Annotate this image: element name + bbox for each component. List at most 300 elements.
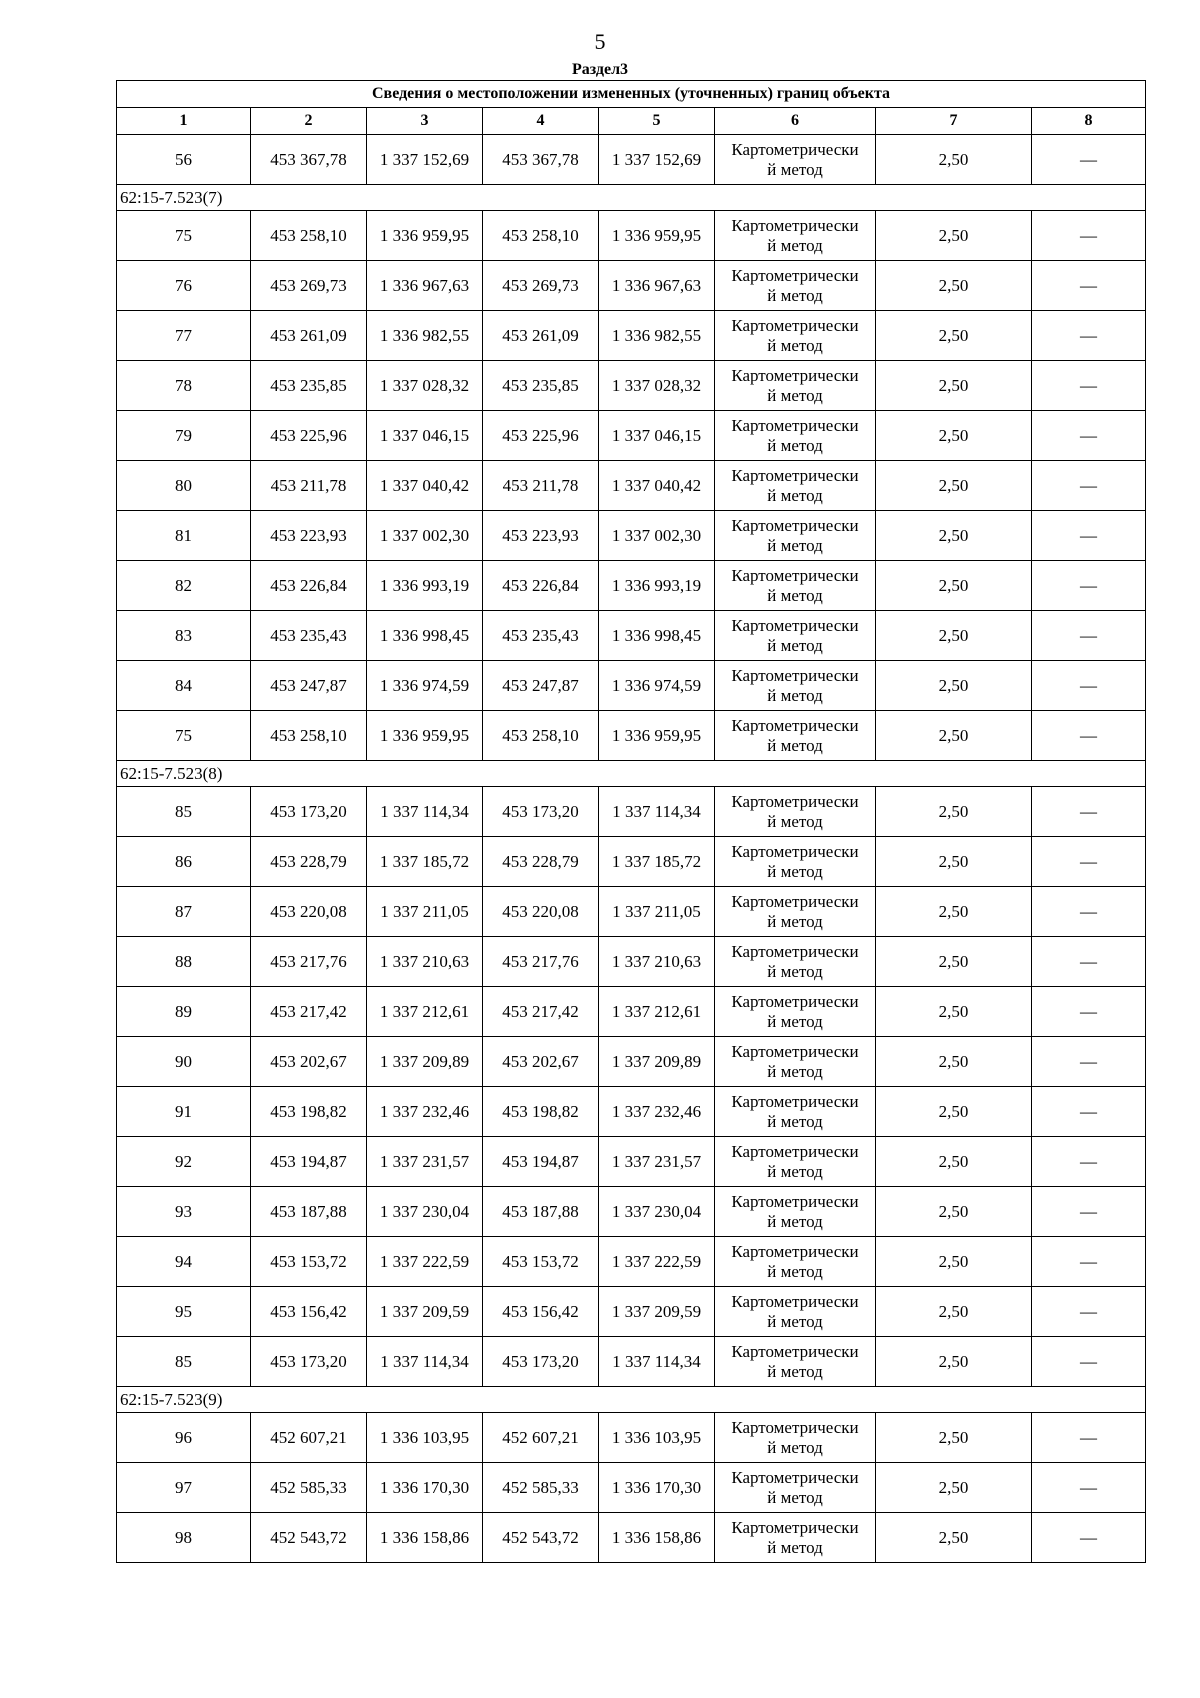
method-cell [715,1513,876,1563]
method-text-line: Картометрически [731,1141,859,1161]
method-text-line: й метод [767,1061,823,1081]
method-text-line: Картометрически [731,1291,859,1311]
x-new-cell: 452 585,33 [483,1463,599,1513]
y-old-cell: 1 336 967,63 [367,261,483,311]
method-cell [715,661,876,711]
y-old-cell: 1 337 114,34 [367,1337,483,1387]
point-number-cell: 56 [117,135,251,185]
method-text-line: й метод [767,1011,823,1031]
boundary-coordinates-table [116,80,1146,1563]
method-text-line: Картометрически [731,1091,859,1111]
accuracy-cell: 2,50 [876,1237,1032,1287]
method-text-line: Картометрически [731,615,859,635]
table-row [117,1037,1146,1087]
x-old-cell: 453 173,20 [251,787,367,837]
column-header: 6 [715,108,876,135]
y-old-cell: 1 336 959,95 [367,211,483,261]
x-old-cell: 452 543,72 [251,1513,367,1563]
accuracy-cell: 2,50 [876,1087,1032,1137]
y-new-cell: 1 337 211,05 [599,887,715,937]
y-new-cell: 1 337 222,59 [599,1237,715,1287]
y-new-cell: 1 336 103,95 [599,1413,715,1463]
point-number-cell: 98 [117,1513,251,1563]
accuracy-cell: 2,50 [876,1137,1032,1187]
y-new-cell: 1 336 959,95 [599,711,715,761]
y-new-cell: 1 337 185,72 [599,837,715,887]
method-text-line: Картометрически [731,1191,859,1211]
x-new-cell: 453 269,73 [483,261,599,311]
table-row [117,561,1146,611]
column-header: 7 [876,108,1032,135]
note-cell: — [1032,1237,1146,1287]
x-new-cell: 452 543,72 [483,1513,599,1563]
table-row [117,1137,1146,1187]
point-number-cell: 85 [117,1337,251,1387]
table-row [117,1237,1146,1287]
table-row [117,1513,1146,1563]
table-row [117,887,1146,937]
point-number-cell: 80 [117,461,251,511]
note-cell: — [1032,511,1146,561]
x-old-cell: 453 247,87 [251,661,367,711]
point-number-cell: 97 [117,1463,251,1513]
accuracy-cell: 2,50 [876,787,1032,837]
x-new-cell: 453 198,82 [483,1087,599,1137]
method-text-line: й метод [767,961,823,981]
table-row [117,937,1146,987]
accuracy-cell: 2,50 [876,361,1032,411]
method-text-line: й метод [767,685,823,705]
method-text-line: й метод [767,1311,823,1331]
point-number-cell: 90 [117,1037,251,1087]
point-number-cell: 79 [117,411,251,461]
method-text-line: Картометрически [731,991,859,1011]
note-cell: — [1032,1187,1146,1237]
y-old-cell: 1 337 211,05 [367,887,483,937]
note-cell: — [1032,211,1146,261]
x-old-cell: 452 607,21 [251,1413,367,1463]
note-cell: — [1032,887,1146,937]
point-number-cell: 85 [117,787,251,837]
method-cell [715,987,876,1037]
accuracy-cell: 2,50 [876,1337,1032,1387]
method-text-line: й метод [767,635,823,655]
x-new-cell: 453 217,42 [483,987,599,1037]
column-header: 2 [251,108,367,135]
x-old-cell: 453 269,73 [251,261,367,311]
y-old-cell: 1 337 210,63 [367,937,483,987]
y-new-cell: 1 337 152,69 [599,135,715,185]
y-old-cell: 1 336 158,86 [367,1513,483,1563]
method-text-line: Картометрически [731,1517,859,1537]
point-number-cell: 96 [117,1413,251,1463]
x-new-cell: 453 187,88 [483,1187,599,1237]
y-new-cell: 1 337 210,63 [599,937,715,987]
method-cell [715,1187,876,1237]
column-header: 8 [1032,108,1146,135]
accuracy-cell: 2,50 [876,987,1032,1037]
method-text-line: й метод [767,1111,823,1131]
accuracy-cell: 2,50 [876,311,1032,361]
point-number-cell: 92 [117,1137,251,1187]
x-old-cell: 452 585,33 [251,1463,367,1513]
x-new-cell: 453 220,08 [483,887,599,937]
accuracy-cell: 2,50 [876,1463,1032,1513]
note-cell: — [1032,711,1146,761]
method-cell [715,511,876,561]
x-old-cell: 453 217,76 [251,937,367,987]
y-new-cell: 1 336 158,86 [599,1513,715,1563]
point-number-cell: 76 [117,261,251,311]
point-number-cell: 81 [117,511,251,561]
x-new-cell: 453 225,96 [483,411,599,461]
note-cell: — [1032,361,1146,411]
y-new-cell: 1 337 046,15 [599,411,715,461]
note-cell: — [1032,1037,1146,1087]
note-cell: — [1032,135,1146,185]
accuracy-cell: 2,50 [876,711,1032,761]
x-old-cell: 453 217,42 [251,987,367,1037]
method-cell [715,937,876,987]
note-cell: — [1032,411,1146,461]
note-cell: — [1032,1413,1146,1463]
method-cell [715,361,876,411]
y-new-cell: 1 337 232,46 [599,1087,715,1137]
x-old-cell: 453 194,87 [251,1137,367,1187]
method-cell [715,461,876,511]
table-row [117,787,1146,837]
note-cell: — [1032,1087,1146,1137]
point-number-cell: 93 [117,1187,251,1237]
method-cell [715,1463,876,1513]
y-old-cell: 1 337 028,32 [367,361,483,411]
method-text-line: Картометрически [731,1467,859,1487]
x-new-cell: 453 156,42 [483,1287,599,1337]
note-cell: — [1032,311,1146,361]
column-header: 3 [367,108,483,135]
table-row [117,1337,1146,1387]
y-new-cell: 1 336 967,63 [599,261,715,311]
accuracy-cell: 2,50 [876,1187,1032,1237]
method-text-line: Картометрически [731,715,859,735]
table-row [117,411,1146,461]
table-row [117,611,1146,661]
point-number-cell: 75 [117,211,251,261]
contour-group-row [117,1387,1146,1413]
accuracy-cell: 2,50 [876,1513,1032,1563]
y-old-cell: 1 337 232,46 [367,1087,483,1137]
x-old-cell: 453 235,85 [251,361,367,411]
column-header: 5 [599,108,715,135]
y-old-cell: 1 336 993,19 [367,561,483,611]
point-number-cell: 86 [117,837,251,887]
x-old-cell: 453 223,93 [251,511,367,561]
point-number-cell: 75 [117,711,251,761]
method-text-line: Картометрически [731,1341,859,1361]
method-text-line: Картометрически [731,265,859,285]
method-cell [715,1337,876,1387]
table-row [117,711,1146,761]
method-cell [715,1037,876,1087]
method-cell [715,211,876,261]
method-text-line: й метод [767,585,823,605]
table-caption-row [117,81,1146,108]
method-text-line: Картометрически [731,891,859,911]
point-number-cell: 84 [117,661,251,711]
method-cell [715,887,876,937]
point-number-cell: 82 [117,561,251,611]
y-old-cell: 1 336 103,95 [367,1413,483,1463]
accuracy-cell: 2,50 [876,937,1032,987]
y-old-cell: 1 336 974,59 [367,661,483,711]
table-row [117,1463,1146,1513]
note-cell: — [1032,1463,1146,1513]
y-old-cell: 1 336 959,95 [367,711,483,761]
table-row [117,511,1146,561]
x-new-cell: 453 211,78 [483,461,599,511]
table-row [117,311,1146,361]
method-text-line: й метод [767,535,823,555]
x-old-cell: 453 225,96 [251,411,367,461]
x-old-cell: 453 156,42 [251,1287,367,1337]
method-text-line: Картометрически [731,565,859,585]
method-text-line: Картометрически [731,515,859,535]
point-number-cell: 78 [117,361,251,411]
y-new-cell: 1 336 959,95 [599,211,715,261]
x-new-cell: 453 173,20 [483,787,599,837]
y-old-cell: 1 337 185,72 [367,837,483,887]
method-text-line: й метод [767,159,823,179]
method-text-line: й метод [767,435,823,455]
accuracy-cell: 2,50 [876,135,1032,185]
method-cell [715,787,876,837]
x-old-cell: 453 198,82 [251,1087,367,1137]
accuracy-cell: 2,50 [876,461,1032,511]
note-cell: — [1032,937,1146,987]
point-number-cell: 83 [117,611,251,661]
method-cell [715,1287,876,1337]
point-number-cell: 91 [117,1087,251,1137]
method-text-line: Картометрически [731,415,859,435]
method-text-line: й метод [767,1211,823,1231]
x-new-cell: 453 258,10 [483,711,599,761]
x-new-cell: 453 223,93 [483,511,599,561]
accuracy-cell: 2,50 [876,1287,1032,1337]
method-text-line: й метод [767,1261,823,1281]
accuracy-cell: 2,50 [876,211,1032,261]
method-text-line: Картометрически [731,841,859,861]
table-caption: Сведения о местоположении измененных (уточненных) границ объекта [117,81,1146,108]
method-text-line: Картометрически [731,1241,859,1261]
x-new-cell: 453 228,79 [483,837,599,887]
method-text-line: й метод [767,735,823,755]
accuracy-cell: 2,50 [876,1413,1032,1463]
y-old-cell: 1 337 152,69 [367,135,483,185]
y-old-cell: 1 336 982,55 [367,311,483,361]
x-old-cell: 453 258,10 [251,211,367,261]
point-number-cell: 95 [117,1287,251,1337]
method-text-line: Картометрически [731,465,859,485]
x-new-cell: 453 235,85 [483,361,599,411]
y-old-cell: 1 336 170,30 [367,1463,483,1513]
method-text-line: Картометрически [731,941,859,961]
note-cell: — [1032,1287,1146,1337]
y-old-cell: 1 337 002,30 [367,511,483,561]
y-new-cell: 1 337 114,34 [599,1337,715,1387]
y-new-cell: 1 336 993,19 [599,561,715,611]
method-cell [715,1087,876,1137]
x-old-cell: 453 173,20 [251,1337,367,1387]
x-new-cell: 453 173,20 [483,1337,599,1387]
contour-label: 62:15-7.523(7) [117,185,1146,211]
method-text-line: Картометрически [731,665,859,685]
section-title: Раздел3 [571,61,629,78]
note-cell: — [1032,1137,1146,1187]
accuracy-cell: 2,50 [876,611,1032,661]
x-old-cell: 453 258,10 [251,711,367,761]
table-row [117,1287,1146,1337]
note-cell: — [1032,987,1146,1037]
x-new-cell: 453 194,87 [483,1137,599,1187]
method-text-line: й метод [767,1437,823,1457]
y-new-cell: 1 337 231,57 [599,1137,715,1187]
method-text-line: й метод [767,235,823,255]
table-body [117,135,1146,1563]
accuracy-cell: 2,50 [876,261,1032,311]
accuracy-cell: 2,50 [876,1037,1032,1087]
note-cell: — [1032,561,1146,611]
y-new-cell: 1 336 998,45 [599,611,715,661]
point-number-cell: 88 [117,937,251,987]
y-new-cell: 1 337 002,30 [599,511,715,561]
point-number-cell: 89 [117,987,251,1037]
method-cell [715,135,876,185]
accuracy-cell: 2,50 [876,411,1032,461]
y-new-cell: 1 337 040,42 [599,461,715,511]
x-old-cell: 453 235,43 [251,611,367,661]
contour-label: 62:15-7.523(8) [117,761,1146,787]
page-number: 5 [594,29,606,54]
method-cell [715,611,876,661]
note-cell: — [1032,461,1146,511]
table-row [117,361,1146,411]
method-text-line: й метод [767,385,823,405]
table-row [117,1187,1146,1237]
method-text-line: й метод [767,335,823,355]
method-text-line: Картометрически [731,139,859,159]
table-row [117,461,1146,511]
y-new-cell: 1 336 974,59 [599,661,715,711]
point-number-cell: 77 [117,311,251,361]
table-row [117,661,1146,711]
x-new-cell: 453 247,87 [483,661,599,711]
accuracy-cell: 2,50 [876,561,1032,611]
method-text-line: й метод [767,811,823,831]
accuracy-cell: 2,50 [876,661,1032,711]
note-cell: — [1032,661,1146,711]
method-text-line: Картометрически [731,365,859,385]
table-row [117,987,1146,1037]
y-new-cell: 1 337 212,61 [599,987,715,1037]
method-cell [715,411,876,461]
table-row [117,837,1146,887]
y-new-cell: 1 336 170,30 [599,1463,715,1513]
x-old-cell: 453 211,78 [251,461,367,511]
method-cell [715,561,876,611]
y-old-cell: 1 337 209,59 [367,1287,483,1337]
method-text-line: й метод [767,861,823,881]
method-cell [715,311,876,361]
table-row [117,261,1146,311]
x-old-cell: 453 202,67 [251,1037,367,1087]
x-new-cell: 453 258,10 [483,211,599,261]
table-row [117,1413,1146,1463]
y-old-cell: 1 336 998,45 [367,611,483,661]
method-text-line: й метод [767,1487,823,1507]
x-new-cell: 453 217,76 [483,937,599,987]
contour-group-row [117,185,1146,211]
method-text-line: й метод [767,1537,823,1557]
y-old-cell: 1 337 040,42 [367,461,483,511]
method-text-line: Картометрически [731,1041,859,1061]
point-number-cell: 87 [117,887,251,937]
note-cell: — [1032,261,1146,311]
method-cell [715,1413,876,1463]
method-text-line: й метод [767,911,823,931]
x-old-cell: 453 187,88 [251,1187,367,1237]
y-new-cell: 1 337 209,59 [599,1287,715,1337]
y-new-cell: 1 337 114,34 [599,787,715,837]
x-old-cell: 453 367,78 [251,135,367,185]
x-old-cell: 453 226,84 [251,561,367,611]
y-old-cell: 1 337 046,15 [367,411,483,461]
y-old-cell: 1 337 114,34 [367,787,483,837]
method-text-line: Картометрически [731,315,859,335]
y-old-cell: 1 337 231,57 [367,1137,483,1187]
x-new-cell: 453 202,67 [483,1037,599,1087]
method-cell [715,837,876,887]
y-old-cell: 1 337 222,59 [367,1237,483,1287]
x-new-cell: 453 235,43 [483,611,599,661]
table-row [117,1087,1146,1137]
method-text-line: й метод [767,1361,823,1381]
y-old-cell: 1 337 209,89 [367,1037,483,1087]
accuracy-cell: 2,50 [876,511,1032,561]
y-old-cell: 1 337 230,04 [367,1187,483,1237]
method-text-line: й метод [767,1161,823,1181]
column-number-row [117,108,1146,135]
table-row [117,135,1146,185]
contour-label: 62:15-7.523(9) [117,1387,1146,1413]
method-cell [715,711,876,761]
x-new-cell: 453 261,09 [483,311,599,361]
method-text-line: й метод [767,285,823,305]
x-new-cell: 453 367,78 [483,135,599,185]
x-old-cell: 453 220,08 [251,887,367,937]
column-header: 1 [117,108,251,135]
y-new-cell: 1 337 230,04 [599,1187,715,1237]
x-new-cell: 453 226,84 [483,561,599,611]
y-new-cell: 1 337 209,89 [599,1037,715,1087]
method-text-line: Картометрически [731,1417,859,1437]
accuracy-cell: 2,50 [876,887,1032,937]
x-old-cell: 453 228,79 [251,837,367,887]
accuracy-cell: 2,50 [876,837,1032,887]
method-cell [715,1237,876,1287]
note-cell: — [1032,611,1146,661]
x-new-cell: 452 607,21 [483,1413,599,1463]
x-old-cell: 453 261,09 [251,311,367,361]
